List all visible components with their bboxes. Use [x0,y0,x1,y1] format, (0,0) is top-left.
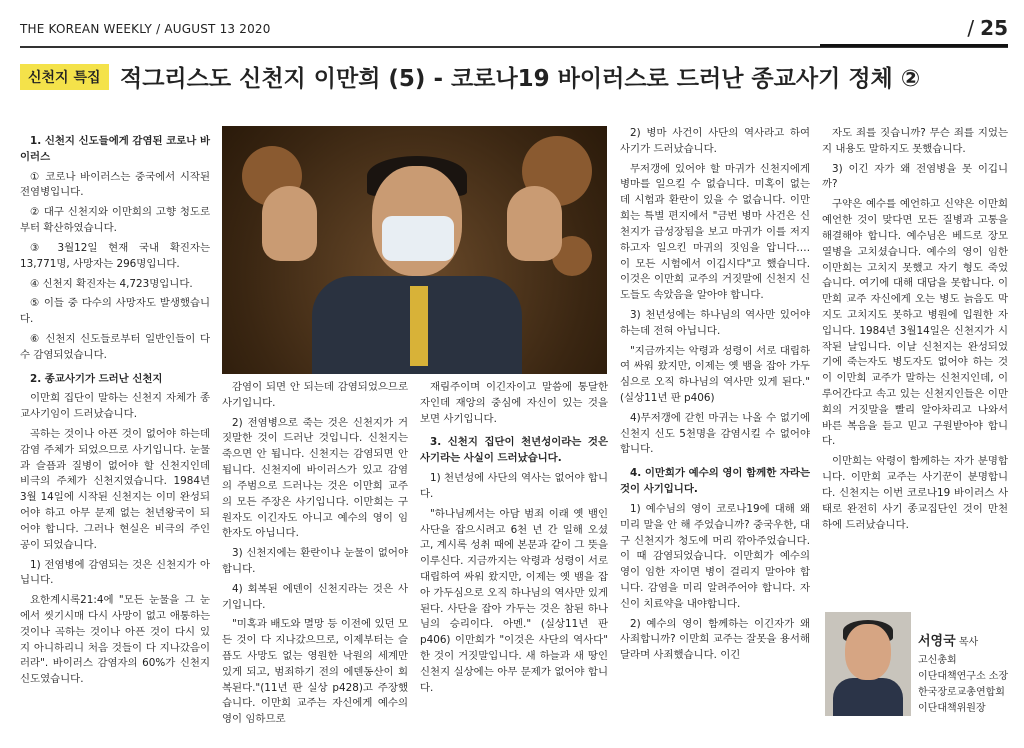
headline [20,60,1008,94]
paragraph: 4) 회복된 에덴이 신천지라는 것은 사기입니다. [222,582,408,611]
column-4 [620,126,810,726]
masthead [20,14,1008,44]
page-number-block [967,16,1008,40]
paragraph: 2) 병마 사건이 사단의 역사라고 하여 사기가 드러났습니다. [620,127,810,155]
paragraph: 2) 예수의 영이 함께하는 이긴자가 왜 사죄합니까? 이만희 교주는 잘못을 용서해 달라며 사죄했습니다. 이긴 [620,617,810,662]
column-2 [222,380,408,725]
section-heading: 2. 종교사기가 드러난 신천지 [30,372,163,385]
paragraph: ⑥ 신천지 신도들로부터 일반인들이 다수 감염되었습니다. [20,332,210,361]
paragraph: 2) 전염병으로 죽는 것은 신천지가 거짓말한 것이 드러난 것입니다. 신천지는 죽으면 안 됩니다. 신천지는 감염되면 안 됩니다. 신천지에 바이러스가 있고 감염의 주범으로 드러나는 것은 이만희 교주의 모든 주장은 사기입니다. 이만희는 구원자도 이긴자도 아니고 예수의 영이 임한자도 아닙니다. [222,416,408,540]
paragraph: "지금까지는 악령과 성령이 서로 대립하여 싸워 왔지만, 이제는 옛 뱀을 잡아 가두심으로 오직 하나님의 역사만 있게 된다." (실상11년 판 p406) [620,344,810,404]
page-number: 25 [980,16,1008,40]
section-tag: 신천지 특집 [20,64,109,90]
author-info [918,632,1008,717]
paragraph: 4)무저갱에 갇힌 마귀는 나올 수 없기에 신천지 신도 5천명을 감염시킬 수 없어야 합니다. [620,411,810,456]
paragraph: 이만희 집단이 말하는 신천지 자체가 종교사기임이 드러났습니다. [20,392,210,421]
paragraph: 3) 신천지에는 환란이나 눈물이 없어야 합니다. [222,547,408,575]
publication-line [20,22,271,36]
header-rule-accent [820,44,1008,47]
author-photo [825,612,911,716]
paragraph: 무저갱에 있어야 할 마귀가 신천지에게 병마를 일으킬 수 없습니다. 미혹이 없는데 시험과 환란이 있을 수 없습니다. 이만희는 특별 편지에서 "금번 병마 사건은 신천지가 급성장됨을 보고 마귀가 이를 저지하고자 일으킨 마귀의 짓임을 압니다…. 이 모든 시험에서 이깁시다"고 했습니다. 이것은 이만희 교주의 거짓말에 신천지 신도들도 속았음을 알아야 합니다. [620,162,810,302]
author-line-2: 이단대책연구소 소장 [918,670,1009,682]
author-title: 목사 [958,637,979,648]
paragraph: 요한계시록21:4에 "모든 눈물을 그 눈에서 씻기시매 다시 사망이 없고 애통하는 것이나 곡하는 것이나 아픈 것이 다시 있지 아니하리니 처음 것들이 다 지나갔음이러라". 바이러스 감염자의 60%가 신천지 신도였습니다. [20,594,210,686]
paragraph: 1) 천년성에 사단의 역사는 없어야 합니다. [420,472,608,500]
paragraph: "하나님께서는 아담 범죄 이래 옛 뱀인 사단을 잡으시려고 6천 년 간 일해 오셨고, 계시록 성취 때에 본문과 같이 그 뜻을 이루신다. 지금까지는 악령과 성령이 서로 대립하여 싸워 왔지만, 이제는 옛 뱀을 잡아 가두심으로 오직 하나님의 역사만 있게 된다. 사단을 잡아 가두는 것은 참된 하나님의 승리이다. 아멘." (실상11년 판 p406) 이만희가 "이것은 사단의 역사다" 한 것이 거짓말입니다. 새 하늘과 새 땅인 신천지 실상에는 아무 문제가 없어야 합니다. [420,507,608,694]
paragraph: 3) 천년성에는 하나님의 역사만 있어야 하는데 전혀 아닙니다. [620,308,810,337]
author-line-4: 이단대책위원장 [918,702,986,714]
separator: / [156,22,161,36]
section-heading: 4. 이만희가 예수의 영이 함께한 자라는 것이 사기입니다. [620,467,810,496]
author-line-1: 고신총회 [918,654,957,666]
author-line-3: 한국장로교총연합회 [918,686,1005,698]
paragraph: 곡하는 것이나 아픈 것이 없어야 하는데 감염 주체가 되었으므로 사기입니다. 눈물과 슬픔과 질병이 없어야 할 신천지인데 비극의 주체가 신천지였습니다. 1984년 3월 14일에 시작된 신천지는 이미 완성되어야 하고 아무 문제 없는 천년왕국이 되어야 합니다. 그러나 현실은 비극의 주인공이 되었습니다. [20,428,210,551]
paragraph: "미혹과 배도와 멸망 등 이전에 있던 모든 것이 다 지나갔으므로, 이제부터는 슬픔도 사망도 없는 영원한 낙원의 세계만 있게 되고, 범죄하기 전의 에덴동산이 회복된다."(11년 판 실상 p428)고 주장했습니다. 이만희 교주는 자신에게 예수의 영이 임하므로 [222,618,408,726]
author-name: 서영국 [918,634,956,649]
separator: / [967,16,975,40]
column-1 [20,126,210,721]
paragraph: ② 대구 신천지와 이만희의 고향 청도로부터 확산하였습니다. [20,206,210,235]
publication-name: THE KOREAN WEEKLY [20,22,153,36]
paragraph: 자도 죄를 짓습니까? 무슨 죄를 지었는지 내용도 말하지도 못했습니다. [822,127,1008,155]
article-photo [222,126,607,374]
paragraph: ③ 3월12일 현재 국내 확진자는 13,771명, 사망자는 296명입니다. [20,241,210,270]
issue-date: AUGUST 13 2020 [164,22,271,36]
paragraph: ⑤ 이들 중 다수의 사망자도 발생했습니다. [20,297,210,326]
paragraph: 3) 이긴 자가 왜 전염병을 못 이깁니까? [822,162,1008,191]
paragraph: 이만희는 악령이 함께하는 자가 분명합니다. 이만희 교주는 사기꾼이 분명합니다. 신천지는 이번 코로나19 바이러스 사태로 완전히 사기 종교집단인 것이 만천하에 드러났습니다. [822,455,1008,531]
section-heading: 3. 신천지 집단이 천년성이라는 것은 사기라는 사실이 드러났습니다. [420,436,608,465]
paragraph: 감염이 되면 안 되는데 감염되었으므로 사기입니다. [222,381,408,409]
article-title: 적그리스도 신천지 이만희 (5) - 코로나19 바이러스로 드러난 종교사기 정체 ② [120,66,921,92]
paragraph: 1) 전염병에 감염되는 것은 신천지가 아닙니다. [20,558,210,587]
column-5 [822,126,1008,608]
paragraph: ④ 신천지 확진자는 4,723명입니다. [30,277,193,290]
paragraph: ① 코로나 바이러스는 중국에서 시작된 전염병입니다. [20,170,210,199]
paragraph: 구약은 예수를 예언하고 신약은 이만희 예언한 것이 맞다면 모든 질병과 고통을 해결해야 합니다. 예수님은 베드로 장모 열병을 고치셨습니다. 예수의 영이 임한 이만희는 고치지 못했고 자기 형도 죽었습니다. 여기에 대해 대답을 못합니다. 이만희 교주 자신에게 오는 병도 늙음도 막지도 고치지도 못하고 병원에 입원한 자입니다. 1984년 3월14일은 신천지가 시작된 날입니다. 이날 신천지는 완성되었기에 죽는자도 병도자도 없어야 하는 것이 이만희 교주가 말하는 신천지인데, 이루어간다고 속고 있는 신천지인들은 이만희의 거짓말을 빨리 알아차리고 나와서 바른 복음을 듣고 믿고 구원받아야 합니다. [822,198,1008,448]
paragraph: 1) 예수님의 영이 코로나19에 대해 왜 미리 말을 안 해 주었습니까? 중국우한, 대구 신천지가 청도에 머리 깎아주었습니다. 이 때 감염되었습니다. 이만희가 예수의 영이 임한 자이면 병이 걸리지 말아야 합니다. 감염을 미리 알려주어야 합니다. 자신이 치료약을 내야합니다. [620,502,810,610]
section-heading: 1. 신천지 신도들에게 감염된 코로나 바이러스 [20,135,210,163]
column-3 [420,380,608,725]
paragraph: 재림주이며 이긴자이고 말씀에 통달한 자인데 재앙의 중심에 자신이 있는 것을 보면 사기입니다. [420,381,608,425]
